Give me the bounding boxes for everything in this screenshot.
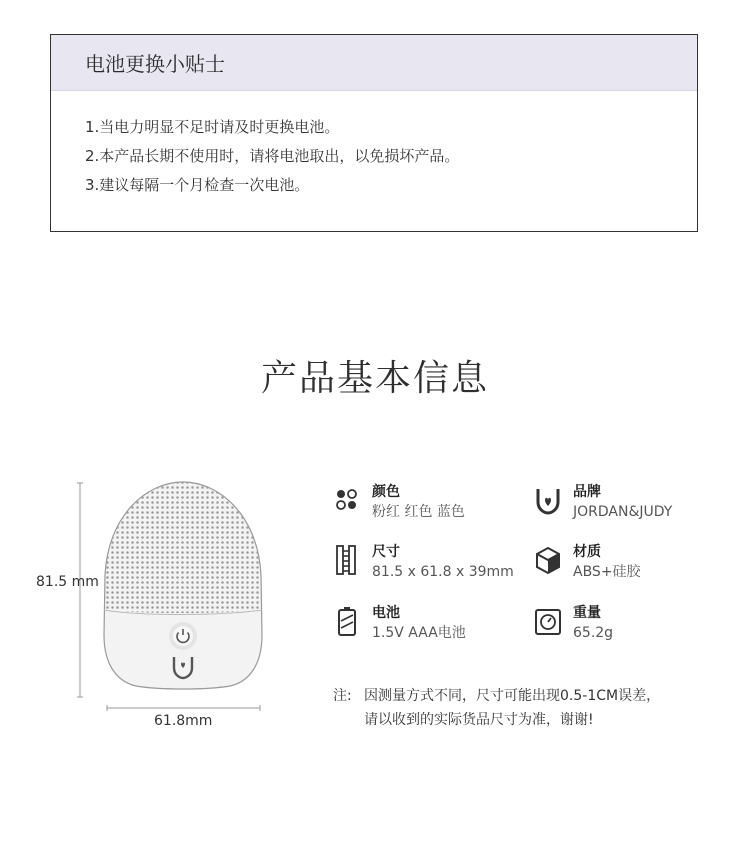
height-label: 81.5 mm	[36, 574, 99, 590]
spec-size	[334, 543, 514, 583]
spec-label: 材质	[573, 544, 601, 560]
tip-item: 3.建议每隔一个月检查一次电池。	[85, 176, 310, 194]
color-dots-icon	[334, 485, 360, 515]
spec-label: 尺寸	[372, 544, 400, 560]
note-line: 请以收到的实际货品尺寸为准，谢谢!	[364, 712, 594, 728]
device-drawing	[0, 470, 300, 740]
spec-value: 粉红 红色 蓝色	[372, 504, 465, 520]
tips-list	[51, 91, 697, 200]
brand-logo-icon	[535, 485, 561, 515]
cube-icon	[535, 545, 561, 575]
spec-label: 电池	[372, 605, 400, 621]
scale-icon	[535, 606, 561, 636]
spec-label: 颜色	[372, 484, 400, 500]
spec-label: 品牌	[573, 484, 601, 500]
tips-title: 电池更换小贴士	[85, 52, 225, 76]
note-line: 因测量方式不同，尺寸可能出现0.5-1CM误差，	[364, 688, 661, 704]
spec-value: 65.2g	[573, 625, 614, 641]
tip-item: 1.当电力明显不足时请及时更换电池。	[85, 118, 340, 136]
product-illustration	[0, 470, 300, 740]
spec-material	[535, 543, 641, 583]
spec-label: 重量	[573, 605, 601, 621]
width-label: 61.8mm	[154, 713, 213, 729]
ruler-icon	[334, 545, 360, 575]
tip-item: 2.本产品长期不使用时，请将电池取出，以免损坏产品。	[85, 147, 460, 165]
spec-value: 81.5 x 61.8 x 39mm	[372, 564, 514, 580]
spec-weight	[535, 604, 613, 644]
spec-value: 1.5V AAA电池	[372, 625, 466, 641]
measurement-note	[333, 684, 713, 732]
spec-battery	[334, 604, 466, 644]
spec-value: JORDAN&JUDY	[573, 504, 673, 520]
battery-tips-box	[50, 34, 698, 232]
spec-value: ABS+硅胶	[573, 564, 641, 580]
battery-icon	[334, 606, 360, 636]
section-title: 产品基本信息	[260, 358, 489, 399]
note-prefix: 注:	[333, 688, 352, 704]
spec-color	[334, 483, 465, 523]
tips-header	[51, 35, 697, 91]
spec-brand	[535, 483, 672, 523]
